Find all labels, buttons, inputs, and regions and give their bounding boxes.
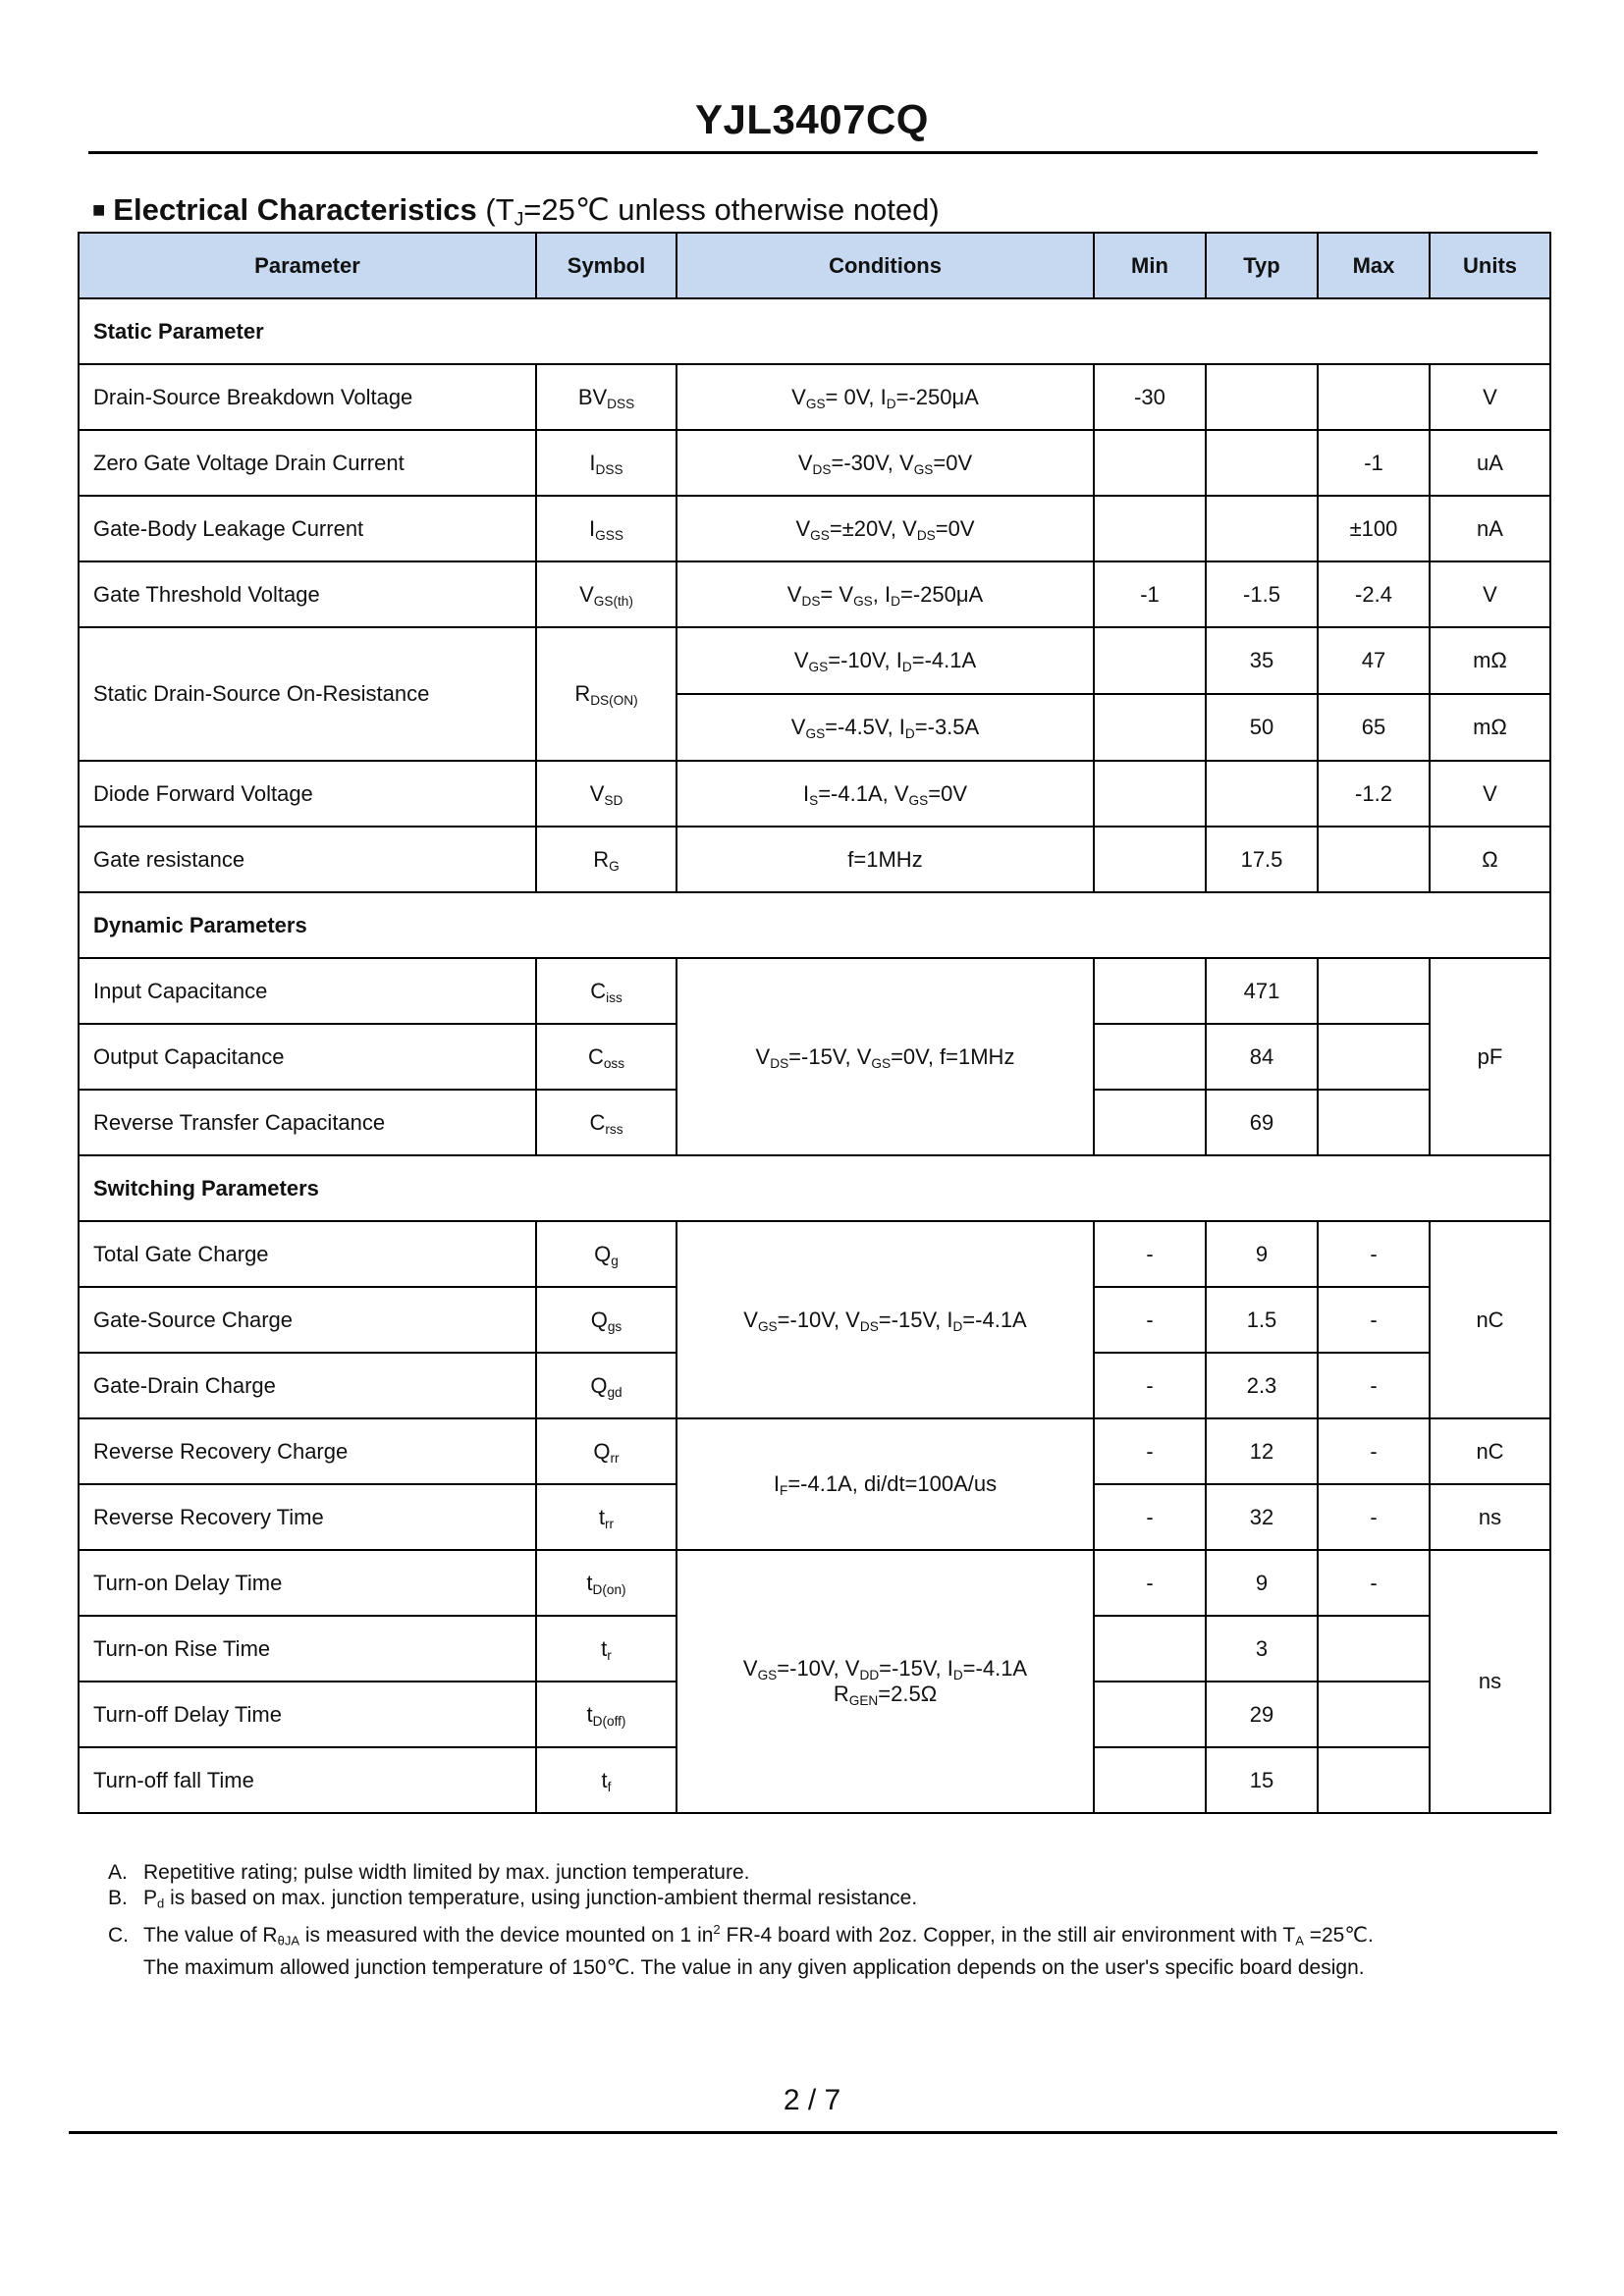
max-cell: -: [1318, 1418, 1430, 1484]
param-cell: Turn-off fall Time: [79, 1747, 536, 1813]
param-cell: Input Capacitance: [79, 958, 536, 1024]
section-row-dynamic: [79, 892, 1550, 958]
max-cell: -: [1318, 1221, 1430, 1287]
conditions-cell: $I_S=-4.1A$, $V_{GS}=0V$: [677, 761, 1094, 827]
min-cell: -: [1094, 1484, 1206, 1550]
max-cell: -: [1318, 1353, 1430, 1418]
units-cell: nC: [1430, 1418, 1550, 1484]
symbol-cell: $t_f$: [536, 1747, 677, 1813]
conditions-cell: $V_{GS}=-4.5V$, $I_D=-3.5A$: [677, 694, 1094, 761]
typ-cell: -1.5: [1206, 561, 1318, 627]
param-cell: Reverse Transfer Capacitance: [79, 1090, 536, 1155]
header-units: Units: [1430, 233, 1550, 298]
param-cell: Turn-on Delay Time: [79, 1550, 536, 1616]
param-cell: Static Drain-Source On-Resistance: [79, 627, 536, 761]
electrical-characteristics-table: [78, 232, 1551, 1814]
section-label-dynamic: Dynamic Parameters: [79, 892, 1550, 958]
typ-cell: 1.5: [1206, 1287, 1318, 1353]
max-cell: [1318, 1616, 1430, 1682]
max-cell: -2.4: [1318, 561, 1430, 627]
conditions-cell: $V_{GS}= 0V$, $I_D=-250\mu A$: [677, 364, 1094, 430]
page-number: 2 / 7: [783, 2084, 841, 2116]
section-heading-condition: ($T_J=25℃$ unless otherwise noted): [485, 192, 940, 231]
table-row-qg: [79, 1221, 1550, 1287]
symbol-cell: $R_{DS(ON)}$: [536, 627, 677, 761]
table-header-row: [79, 233, 1550, 298]
param-cell: Reverse Recovery Charge: [79, 1418, 536, 1484]
max-cell: [1318, 1024, 1430, 1090]
table-row-tdon: [79, 1550, 1550, 1616]
max-cell: [1318, 364, 1430, 430]
typ-cell: 2.3: [1206, 1353, 1318, 1418]
param-cell: Turn-on Rise Time: [79, 1616, 536, 1682]
min-cell: [1094, 430, 1206, 496]
section-row-switching: [79, 1155, 1550, 1221]
symbol-cell: $Q_{gd}$: [536, 1353, 677, 1418]
footnote-a: [108, 1860, 1374, 1886]
min-cell: -: [1094, 1550, 1206, 1616]
header-parameter: Parameter: [79, 233, 536, 298]
switching-condition-line-1: $V_{GS}=-10V$, $V_{DD}=-15V$, $I_D=-4.1A$: [742, 1656, 1028, 1682]
typ-cell: 29: [1206, 1682, 1318, 1747]
max-cell: -1.2: [1318, 761, 1430, 827]
symbol-cell: $t_r$: [536, 1616, 677, 1682]
min-cell: [1094, 1090, 1206, 1155]
conditions-cell: $I_F=-4.1A$, di/dt=100A/us: [677, 1418, 1094, 1550]
units-cell: V: [1430, 561, 1550, 627]
units-cell: pF: [1430, 958, 1550, 1155]
param-cell: Diode Forward Voltage: [79, 761, 536, 827]
typ-cell: 32: [1206, 1484, 1318, 1550]
param-cell: Drain-Source Breakdown Voltage: [79, 364, 536, 430]
units-cell: V: [1430, 364, 1550, 430]
conditions-cell: $V_{DS}= V_{GS}$, $I_D=-250\mu A$: [677, 561, 1094, 627]
symbol-cell: $Q_{gs}$: [536, 1287, 677, 1353]
max-cell: [1318, 1682, 1430, 1747]
footnote-marker: B.: [108, 1887, 128, 1909]
min-cell: -30: [1094, 364, 1206, 430]
conditions-cell: $V_{DS}=-15V$, $V_{GS}=0V$, f=1MHz: [677, 958, 1094, 1155]
section-label-static: Static Parameter: [79, 298, 1550, 364]
symbol-cell: $R_G$: [536, 827, 677, 892]
typ-cell: 12: [1206, 1418, 1318, 1484]
units-cell: nC: [1430, 1221, 1550, 1418]
typ-cell: 9: [1206, 1221, 1318, 1287]
typ-cell: 9: [1206, 1550, 1318, 1616]
table-row-igss: [79, 496, 1550, 561]
min-cell: [1094, 761, 1206, 827]
param-cell: Gate-Source Charge: [79, 1287, 536, 1353]
typ-cell: 17.5: [1206, 827, 1318, 892]
symbol-cell: $C_{oss}$: [536, 1024, 677, 1090]
min-cell: -1: [1094, 561, 1206, 627]
max-cell: 65: [1318, 694, 1430, 761]
typ-cell: 15: [1206, 1747, 1318, 1813]
param-cell: Total Gate Charge: [79, 1221, 536, 1287]
section-heading: [92, 192, 940, 231]
table-row-rdson-a: [79, 627, 1550, 694]
footer-rule: [69, 2131, 1557, 2134]
footnote-c: C. The value of $R_{\theta JA}$ is measured with the device mounted on 1 $in^2$ FR-4 board with 2oz. Copper, in the still air environment with $T_A$ =25℃. The maximum allowed junction temperature of 150℃. The value in any given application depends on the user's specific board design.: [108, 1919, 1374, 1984]
conditions-cell: f=1MHz: [677, 827, 1094, 892]
units-cell: Ω: [1430, 827, 1550, 892]
header-conditions: Conditions: [677, 233, 1094, 298]
param-cell: Turn-off Delay Time: [79, 1682, 536, 1747]
param-cell: Gate resistance: [79, 827, 536, 892]
max-cell: -: [1318, 1484, 1430, 1550]
symbol-cell: $Q_g$: [536, 1221, 677, 1287]
max-cell: [1318, 1747, 1430, 1813]
typ-cell: 84: [1206, 1024, 1318, 1090]
conditions-cell: $V_{GS}=-10V$, $V_{DS}=-15V$, $I_D=-4.1A$: [677, 1221, 1094, 1418]
max-cell: [1318, 958, 1430, 1024]
param-cell: Gate-Body Leakage Current: [79, 496, 536, 561]
typ-cell: 69: [1206, 1090, 1318, 1155]
units-cell: nA: [1430, 496, 1550, 561]
symbol-cell: $C_{iss}$: [536, 958, 677, 1024]
section-heading-title: Electrical Characteristics: [113, 192, 477, 227]
symbol-cell: $V_{SD}$: [536, 761, 677, 827]
document-title: YJL3407CQ: [695, 96, 929, 142]
param-cell: Output Capacitance: [79, 1024, 536, 1090]
table-row-rg: [79, 827, 1550, 892]
typ-cell: 35: [1206, 627, 1318, 694]
conditions-cell: [677, 1550, 1094, 1813]
param-cell: Reverse Recovery Time: [79, 1484, 536, 1550]
min-cell: [1094, 627, 1206, 694]
switching-condition-line-2: $R_{GEN}=2.5\Omega$: [833, 1682, 938, 1708]
table-row-idss: [79, 430, 1550, 496]
typ-cell: [1206, 364, 1318, 430]
units-cell: ns: [1430, 1484, 1550, 1550]
symbol-cell: $BV_{DSS}$: [536, 364, 677, 430]
square-bullet-icon: ■: [92, 197, 106, 222]
symbol-cell: $I_{GSS}$: [536, 496, 677, 561]
typ-cell: [1206, 496, 1318, 561]
symbol-cell: $t_{D(off)}$: [536, 1682, 677, 1747]
min-cell: [1094, 827, 1206, 892]
param-cell: Gate-Drain Charge: [79, 1353, 536, 1418]
typ-cell: 50: [1206, 694, 1318, 761]
max-cell: [1318, 1090, 1430, 1155]
symbol-cell: $C_{rss}$: [536, 1090, 677, 1155]
max-cell: -: [1318, 1287, 1430, 1353]
header-max: Max: [1318, 233, 1430, 298]
conditions-cell: $V_{GS}=-10V$, $I_D=-4.1A$: [677, 627, 1094, 694]
typ-cell: [1206, 430, 1318, 496]
units-cell: uA: [1430, 430, 1550, 496]
max-cell: [1318, 827, 1430, 892]
min-cell: [1094, 958, 1206, 1024]
footnote-b: B. $P_d$ is based on max. junction temperature, using junction-ambient thermal resistance.: [108, 1887, 918, 1911]
symbol-cell: $V_{GS(th)}$: [536, 561, 677, 627]
section-label-switching: Switching Parameters: [79, 1155, 1550, 1221]
param-cell: Gate Threshold Voltage: [79, 561, 536, 627]
footnote-text: Repetitive rating; pulse width limited by max. junction temperature.: [143, 1861, 750, 1884]
footnotes: [108, 1860, 1374, 1984]
table-row-vsd: [79, 761, 1550, 827]
units-cell: ns: [1430, 1550, 1550, 1813]
units-cell: mΩ: [1430, 627, 1550, 694]
min-cell: [1094, 496, 1206, 561]
max-cell: -: [1318, 1550, 1430, 1616]
symbol-cell: $t_{D(on)}$: [536, 1550, 677, 1616]
footnote-marker: A.: [108, 1861, 128, 1884]
min-cell: -: [1094, 1353, 1206, 1418]
conditions-cell: $V_{DS}=-30V$, $V_{GS}=0V$: [677, 430, 1094, 496]
min-cell: [1094, 1616, 1206, 1682]
min-cell: -: [1094, 1221, 1206, 1287]
max-cell: -1: [1318, 430, 1430, 496]
min-cell: [1094, 1682, 1206, 1747]
typ-cell: [1206, 761, 1318, 827]
max-cell: 47: [1318, 627, 1430, 694]
symbol-cell: $Q_{rr}$: [536, 1418, 677, 1484]
conditions-cell: $V_{GS}=\pm 20V$, $V_{DS}=0V$: [677, 496, 1094, 561]
symbol-cell: $I_{DSS}$: [536, 430, 677, 496]
title-rule: [88, 151, 1538, 154]
footnote-c-line-2: The maximum allowed junction temperature of 150℃. The value in any given application depends on the user's specific board design.: [143, 1956, 1365, 1979]
table-row-vgsth: [79, 561, 1550, 627]
typ-cell: 3: [1206, 1616, 1318, 1682]
table-row-qrr: [79, 1418, 1550, 1484]
typ-cell: 471: [1206, 958, 1318, 1024]
param-cell: Zero Gate Voltage Drain Current: [79, 430, 536, 496]
section-row-static: [79, 298, 1550, 364]
symbol-cell: $t_{rr}$: [536, 1484, 677, 1550]
header-min: Min: [1094, 233, 1206, 298]
footnote-marker: C.: [108, 1924, 129, 1947]
min-cell: [1094, 1024, 1206, 1090]
min-cell: -: [1094, 1287, 1206, 1353]
header-typ: Typ: [1206, 233, 1318, 298]
units-cell: V: [1430, 761, 1550, 827]
max-cell: ±100: [1318, 496, 1430, 561]
table-row-ciss: [79, 958, 1550, 1024]
min-cell: [1094, 1747, 1206, 1813]
table-row-bvdss: [79, 364, 1550, 430]
header-symbol: Symbol: [536, 233, 677, 298]
units-cell: mΩ: [1430, 694, 1550, 761]
min-cell: -: [1094, 1418, 1206, 1484]
min-cell: [1094, 694, 1206, 761]
